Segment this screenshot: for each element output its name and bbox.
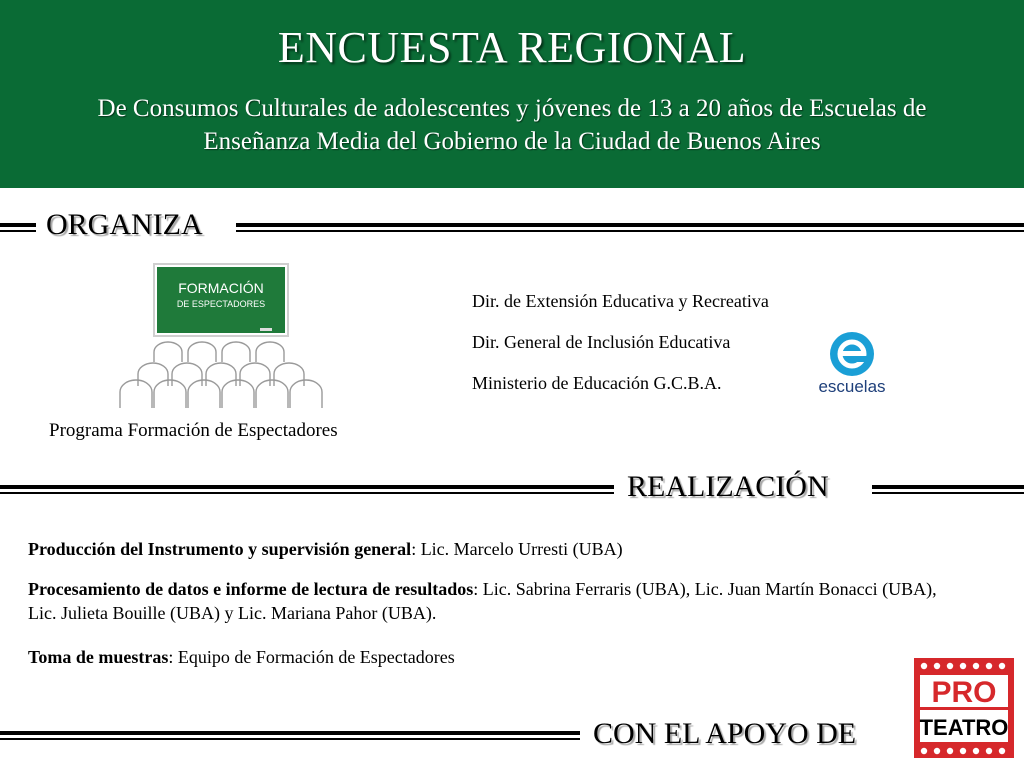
credit-role: Producción del Instrumento y supervisión general xyxy=(28,539,412,559)
escuelas-logo xyxy=(806,328,898,398)
credit-people: : Lic. Sabrina Ferraris (UBA), Lic. Juan Martín Bonacci (UBA), Lic. Julieta Bouille (UBA) y Lic. Mariana Pahor (UBA). xyxy=(28,579,937,623)
credit-role: Procesamiento de datos e informe de lectura de resultados xyxy=(28,579,474,599)
organizer-line-2: Dir. General de Inclusión Educativa xyxy=(472,332,731,352)
realizacion-rule-right xyxy=(872,485,1024,495)
audience-seats-icon xyxy=(120,342,322,408)
proteatro-logo-teatro: TEATRO xyxy=(919,715,1009,740)
formacion-espectadores-logo xyxy=(114,262,324,412)
organizer-line-1: Dir. de Extensión Educativa y Recreativa xyxy=(472,291,769,311)
realizacion-rule-left xyxy=(0,485,614,495)
organizer-line-3: Ministerio de Educación G.C.B.A. xyxy=(472,373,722,393)
logo-text-espectadores: DE ESPECTADORES xyxy=(176,299,266,309)
organiza-heading: ORGANIZA xyxy=(46,208,203,241)
proteatro-logo-pro: PRO xyxy=(931,676,997,709)
header-banner xyxy=(0,0,1024,188)
subtitle-line-1: De Consumos Culturales de adolescentes y jóvenes de 13 a 20 años de Escuelas de xyxy=(97,95,927,122)
logo-text-formacion: FORMACIÓN xyxy=(178,280,264,296)
organiza-rule-right xyxy=(236,223,1024,233)
apoyo-rule-left xyxy=(0,731,580,741)
realizacion-heading: REALIZACIÓN xyxy=(627,470,829,503)
program-caption: Programa Formación de Espectadores xyxy=(49,420,338,441)
escuelas-logo-text: escuelas xyxy=(818,377,886,396)
subtitle-line-2: Enseñanza Media del Gobierno de la Ciudad de Buenos Aires xyxy=(203,128,821,155)
organiza-rule-left xyxy=(0,223,36,233)
credit-people: : Lic. Marcelo Urresti (UBA) xyxy=(411,539,623,559)
credit-produccion xyxy=(28,537,964,561)
credit-people: : Equipo de Formación de Espectadores xyxy=(168,647,455,667)
credit-procesamiento xyxy=(28,577,964,625)
apoyo-heading: CON EL APOYO DE xyxy=(593,717,857,750)
page-title: ENCUESTA REGIONAL xyxy=(277,23,747,72)
credit-muestras xyxy=(28,645,964,669)
page-subtitle xyxy=(20,92,1004,158)
proteatro-logo xyxy=(914,658,1014,758)
credit-role: Toma de muestras xyxy=(28,647,169,667)
